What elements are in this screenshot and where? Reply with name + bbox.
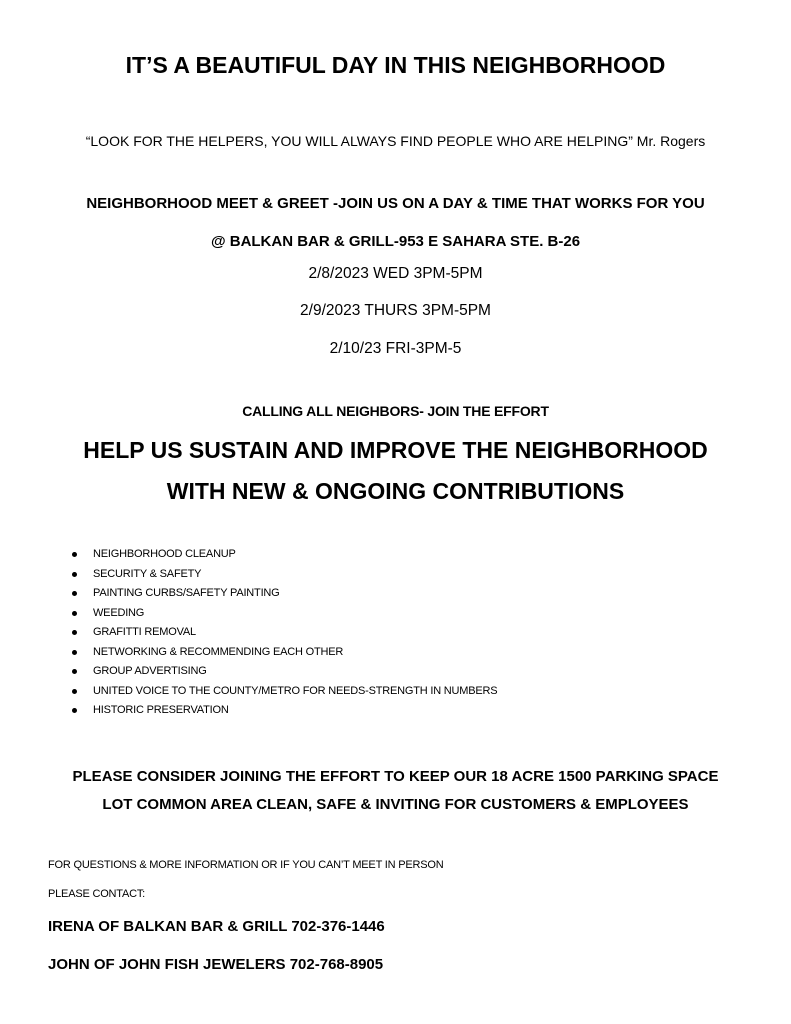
list-item [72,587,497,607]
list-item [72,607,497,627]
meet-greet-location: @ BALKAN BAR & GRILL-953 E SAHARA STE. B-26 [210,233,581,250]
list-item-label: NEIGHBORHOOD CLEANUP [93,548,236,560]
list-item [72,685,497,705]
appeal-line-1: PLEASE CONSIDER JOINING THE EFFORT TO KEEP OUR 18 ACRE 1500 PARKING SPACE [72,768,719,785]
call-to-action: CALLING ALL NEIGHBORS- JOIN THE EFFORT [242,403,549,419]
list-item-label: WEEDING [93,606,145,619]
meet-date-3: 2/10/23 FRI-3PM-5 [329,340,462,357]
list-item [72,665,497,685]
meet-greet-heading: NEIGHBORHOOD MEET & GREET -JOIN US ON A DAY & TIME THAT WORKS FOR YOU [86,195,705,212]
list-item [72,548,497,568]
bullet-icon [72,708,77,713]
mr-rogers-quote: “LOOK FOR THE HELPERS, YOU WILL ALWAYS FIND PEOPLE WHO ARE HELPING” Mr. Rogers [85,133,706,149]
list-item-label: UNITED VOICE TO THE COUNTY/METRO FOR NEEDS-STRENGTH IN NUMBERS [93,684,498,697]
bullet-icon [72,669,77,674]
bullet-icon [72,552,77,557]
questions-text: FOR QUESTIONS & MORE INFORMATION OR IF YOU CAN’T MEET IN PERSON [48,859,444,871]
list-item-label: HISTORIC PRESERVATION [93,704,229,716]
meet-date-2: 2/9/2023 THURS 3PM-5PM [300,302,491,319]
bullet-icon [72,572,77,577]
bullet-icon [72,650,77,655]
contributions-list [72,548,497,724]
appeal-line-2: LOT COMMON AREA CLEAN, SAFE & INVITING FOR CUSTOMERS & EMPLOYEES [102,796,689,813]
bullet-icon [72,689,77,694]
contact-irena: IRENA OF BALKAN BAR & GRILL 702-376-1446 [48,918,385,935]
list-item-label: PAINTING CURBS/SAFETY PAINTING [93,587,280,599]
list-item [72,704,497,724]
meet-date-1: 2/8/2023 WED 3PM-5PM [308,265,483,282]
bullet-icon [72,611,77,616]
list-item-label: SECURITY & SAFETY [93,567,202,580]
please-contact-label: PLEASE CONTACT: [48,888,146,900]
flyer-title: IT’S A BEAUTIFUL DAY IN THIS NEIGHBORHOOD [125,52,666,78]
list-item-label: GROUP ADVERTISING [93,665,207,677]
help-heading-line-1: HELP US SUSTAIN AND IMPROVE THE NEIGHBORHOOD [83,437,708,463]
list-item [72,626,497,646]
list-item [72,646,497,666]
bullet-icon [72,630,77,635]
list-item-label: NETWORKING & RECOMMENDING EACH OTHER [93,645,344,658]
list-item-label: GRAFITTI REMOVAL [93,626,196,638]
bullet-icon [72,591,77,596]
help-heading-line-2: WITH NEW & ONGOING CONTRIBUTIONS [166,478,625,504]
list-item [72,568,497,588]
contact-john: JOHN OF JOHN FISH JEWELERS 702-768-8905 [48,956,384,973]
